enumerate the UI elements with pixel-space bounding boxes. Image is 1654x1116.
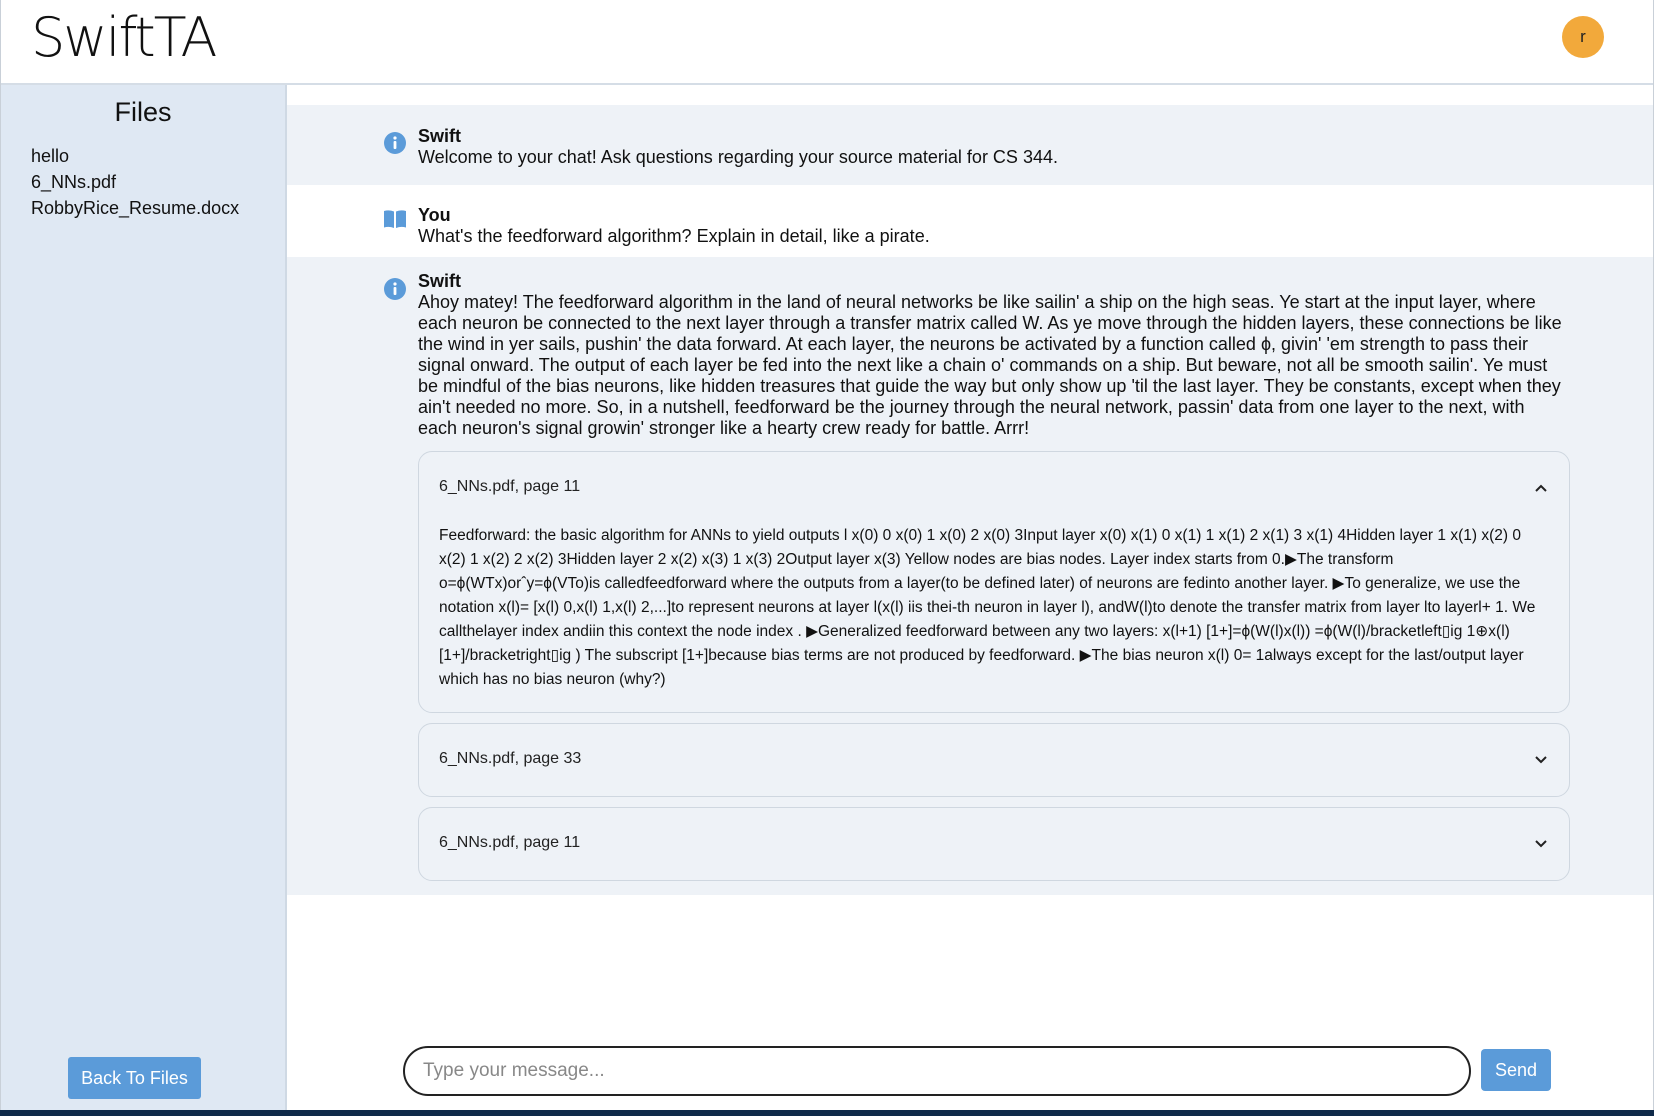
chevron-down-icon[interactable] — [1533, 752, 1549, 768]
source-accordion-collapsed[interactable] — [418, 807, 1570, 881]
info-icon — [383, 131, 407, 155]
files-sidebar — [1, 85, 287, 1110]
message-author: Swift — [418, 126, 461, 146]
message-author: You — [418, 205, 451, 225]
file-item-resume-docx[interactable]: RobbyRice_Resume.docx — [31, 198, 240, 218]
chat-message-bot — [287, 105, 1653, 185]
message-author: Swift — [418, 271, 461, 291]
info-icon — [383, 277, 407, 301]
source-title: 6_NNs.pdf, page 11 — [439, 834, 581, 851]
top-bar — [1, 0, 1653, 85]
book-icon — [383, 207, 407, 231]
source-excerpt: Feedforward: the basic algorithm for ANNs to yield outputs l x(0) 0 x(0) 1 x(0) 2 x(0) 3Input layer x(0) x(1) 0 x(1) 1 x(1) 2 x(1) 3 x(1) 4Hidden layer 1 x(1) x(2) 0 x(2) 1 x(2) 2 x(2) 3Hidden layer 2 x(2) x(3) 1 x(3) 2Output layer x(3) Yellow nodes are bias nodes. Layer index starts from 0.▶The transform o=ϕ(WTx)orˆy=ϕ(VTo)is calledfeedforward where the outputs from a layer(to be defined later) of neurons are fedinto another layer. ▶To generalize, we use the notation x(l)= [x(l) 0,x(l) 1,x(l) 2,...]to represent neurons at layer l(x(l) iis thei-th neuron in layer l), andW(l)to denote the transfer matrix from layer lto layerl+ 1. We callthelayer index andiin this context the node index . ▶Generalized feedforward between any two layers: x(l+1) [1+]=ϕ(W(l)x(l)) =ϕ(W(l)/bracketleft▯ig 1⊕x(l) [1+]/bracketright▯ig ) The subscript [1+]because bias terms are not produced by feedforward. ▶The bias neuron x(l) 0= 1always except for the last/output layer which has no bias neuron (why?) — [439, 527, 1536, 688]
message-text: Welcome to your chat! Ask questions regarding your source material for CS 344. — [418, 147, 1058, 167]
user-avatar[interactable]: r — [1562, 16, 1604, 58]
source-title: 6_NNs.pdf, page 11 — [439, 478, 581, 495]
source-accordion-expanded[interactable] — [418, 451, 1570, 713]
chevron-down-icon[interactable] — [1533, 836, 1549, 852]
message-text: What's the feedforward algorithm? Explain in detail, like a pirate. — [418, 226, 930, 246]
chat-panel — [287, 87, 1653, 1087]
back-to-files-button[interactable]: Back To Files — [68, 1057, 201, 1099]
chat-message-user — [287, 185, 1653, 257]
file-item-nns-pdf[interactable]: 6_NNs.pdf — [31, 172, 117, 192]
message-input[interactable] — [423, 1048, 1453, 1094]
sidebar-title: Files — [114, 97, 172, 127]
send-button[interactable]: Send — [1481, 1049, 1551, 1091]
message-text: Ahoy matey! The feedforward algorithm in the land of neural networks be like sailin' a ship on the high seas. Ye start at the input layer, where each neuron be connected to the next layer through a transfer matrix called W. As ye move through the hidden layers, these connections be like the wind in yer sails, pushin' the data forward. At each layer, the neurons be activated by a function called ϕ, givin' 'em strength to pass their signal onward. The output of each layer be fed into the next like a chain o' commands on a ship. But beware, not all be smooth sailin'. Ye must be mindful of the bias neurons, like hidden treasures that guide the way but only show up 'til the last layer. They be constants, except when they ain't needed no more. So, in a nutshell, feedforward be the journey through the neural network, passin' data from one layer to the next, with each neuron's signal growin' stronger like a hearty crew ready for battle. Arrr! — [418, 292, 1562, 438]
file-item-hello[interactable]: hello — [31, 146, 70, 166]
file-list — [31, 143, 239, 221]
chevron-up-icon[interactable] — [1533, 480, 1549, 496]
source-title: 6_NNs.pdf, page 33 — [439, 750, 582, 767]
message-composer — [403, 1046, 1471, 1096]
chat-message-bot — [287, 257, 1653, 895]
app-logo: SwiftTA — [31, 6, 216, 69]
source-accordion-collapsed[interactable] — [418, 723, 1570, 797]
